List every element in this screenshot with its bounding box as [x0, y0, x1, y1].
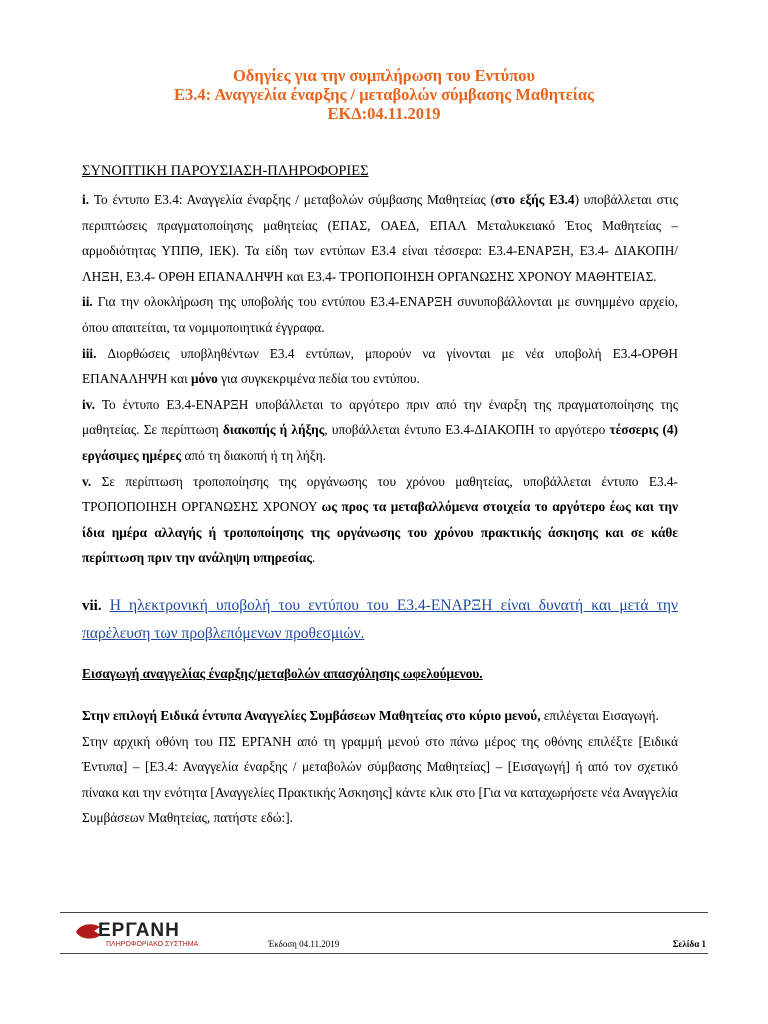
edition-label: Έκδοση 04.11.2019 [268, 939, 340, 949]
title-line-2: Ε3.4: Αναγγελία έναρξης / μεταβολών σύμβασης Μαθητείας [173, 85, 595, 104]
svg-text:ΕΡΓΑΝΗ: ΕΡΓΑΝΗ [98, 920, 180, 941]
paragraph-i: i. Το έντυπο Ε3.4: Αναγγελία έναρξης / μεταβολών σύμβασης Μαθητείας (στο εξής Ε3.4) υποβάλλεται στις περιπτώσεις πραγματοποίησης μαθητείας (ΕΠΑΣ, ΟΑΕΔ, ΕΠΑΛ Μεταλυκειακό Έτος Μαθητείας – αρμοδιότητας ΥΠΠΘ, ΙΕΚ). Τα είδη των εντύπων Ε3.4 είναι τέσσερα: Ε3.4-ΕΝΑΡΞΗ, Ε3.4- ΔΙΑΚΟΠΗ/ΛΗΞΗ, Ε3.4- ΟΡΘΗ ΕΠΑΝΑΛΗΨΗ και Ε3.4- ΤΡΟΠΟΠΟΙΗΣΗ ΟΡΓΑΝΩΣΗΣ ΧΡΟΝΟΥ ΜΑΘΗΤΕΙΑΣ. [82, 192, 678, 284]
paragraph-iii: iii. Διορθώσεις υποβληθέντων Ε3.4 εντύπων, μπορούν να γίνονται με νέα υποβολή Ε3.4-ΟΡΘΗ ΕΠΑΝΑΛΗΨΗ και μόνο για συγκεκριμένα πεδία του εντύπου. [82, 345, 678, 387]
subsection-paragraph-1: Στην επιλογή Ειδικά έντυπα Αναγγελίες Συμβάσεων Μαθητείας στο κύριο μενού, επιλέγεται Εισαγωγή. [82, 708, 659, 723]
document-title [0, 66, 768, 123]
section-heading: ΣΥΝΟΠΤΙΚΗ ΠΑΡΟΥΣΙΑΣΗ-ΠΛΗΡΟΦΟΡΙΕΣ [82, 163, 369, 179]
svg-text:ΠΛΗΡΟΦΟΡΙΑΚΟ ΣΥΣΤΗΜΑ: ΠΛΗΡΟΦΟΡΙΑΚΟ ΣΥΣΤΗΜΑ [106, 941, 199, 948]
ergani-logo [74, 919, 234, 949]
paragraph-iv: iv. Το έντυπο Ε3.4-ΕΝΑΡΞΗ υποβάλλεται το αργότερο πριν από την έναρξη της πραγματοποίησης της μαθητείας. Σε περίπτωση διακοπής ή λήξης, υποβάλλεται έντυπο Ε3.4-ΔΙΑΚΟΠΗ το αργότερο τέσσερις (4) εργάσιμες ημέρες από τη διακοπή ή τη λήξη. [82, 396, 678, 463]
subsection-body [82, 703, 678, 831]
ergani-logo-graphic [74, 919, 234, 949]
title-line-1: Οδηγίες για την συμπλήρωση του Εντύπου [232, 66, 536, 85]
page-number: Σελίδα 1 [672, 939, 706, 949]
page-footer [60, 912, 708, 954]
summary-body [82, 187, 678, 571]
paragraph-ii: ii. Για την ολοκλήρωση της υποβολής του εντύπου Ε3.4-ΕΝΑΡΞΗ συνυποβάλλονται με συνημμένο αρχείο, όπου απαιτείται, τα νομιμοποιητικά έγγραφα. [82, 294, 678, 335]
title-date: ΕΚΔ:04.11.2019 [327, 104, 441, 123]
paragraph-vii: vii. Η ηλεκτρονική υποβολή του εντύπου του Ε3.4-ΕΝΑΡΞΗ είναι δυνατή και μετά την παρέλευση των προβλεπόμενων προθεσμιών. [82, 597, 679, 642]
paragraph-v: v. Σε περίπτωση τροποποίησης της οργάνωσης του χρόνου μαθητείας, υποβάλλεται έντυπο Ε3.4- ΤΡΟΠΟΠΟΙΗΣΗ ΟΡΓΑΝΩΣΗΣ ΧΡΟΝΟΥ ως προς τα μεταβαλλόμενα στοιχεία το αργότερο έως και την ίδια ημέρα αλλαγής ή τροποποίησης της οργάνωσης του χρόνου πρακτικής άσκησης και σε κάθε περίπτωση πριν την ανάληψη υπηρεσίας. [82, 473, 679, 566]
subsection-paragraph-2: Στην αρχική οθόνη του ΠΣ ΕΡΓΑΝΗ από τη γραμμή μενού στο πάνω μέρος της οθόνης επιλέξτε [Ειδικά Έντυπα] – [Ε3.4: Αναγγελία έναρξης / μεταβολών σύμβασης Μαθητείας] – [Εισαγωγή] ή από τον σχετικό πίνακα και την ενότητα [Αναγγελίες Πρακτικής Άσκησης] κάντε κλικ στο [Για να καταχωρήσετε νέα Αναγγελία Συμβάσεων Μαθητείας, πατήστε εδώ:]. [82, 733, 678, 826]
subsection-heading: Εισαγωγή αναγγελίας έναρξης/μεταβολών απασχόλησης ωφελούμενου. [82, 666, 483, 681]
